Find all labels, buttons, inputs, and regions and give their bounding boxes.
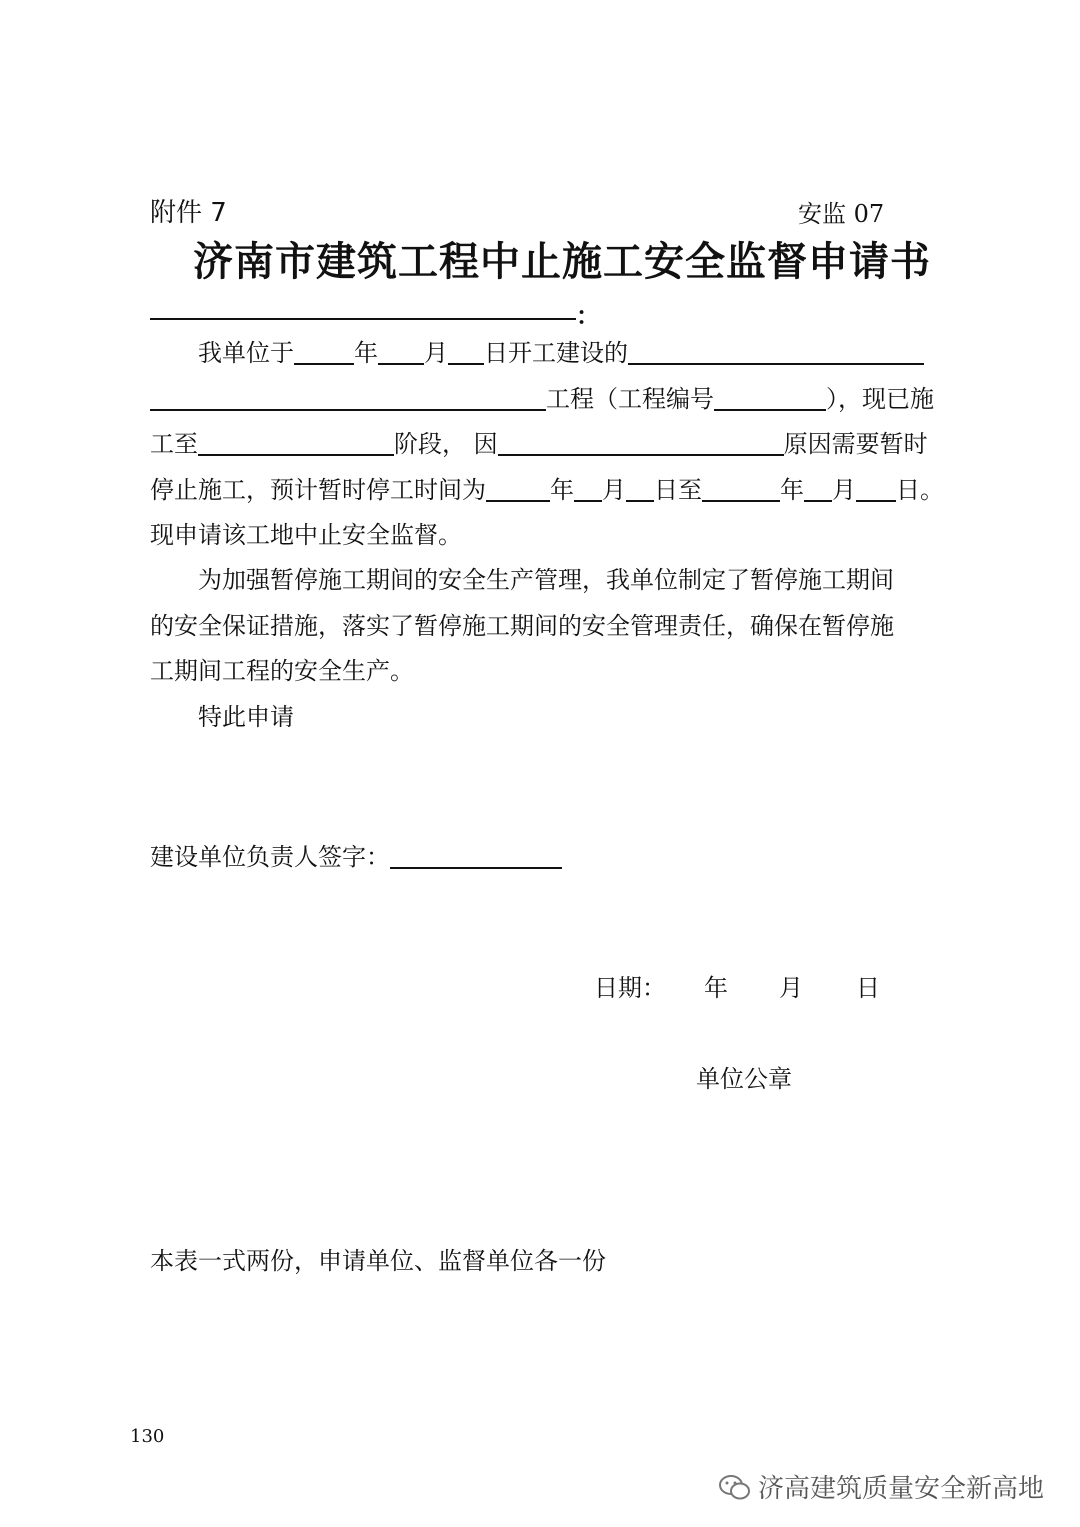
seal-label: 单位公章: [696, 1065, 792, 1093]
start-month-blank[interactable]: [378, 339, 424, 365]
page-title: 济南市建筑工程中止施工安全监督申请书: [193, 239, 931, 285]
stop-end-day-blank[interactable]: [856, 476, 896, 502]
start-year-blank[interactable]: [294, 339, 354, 365]
stop-end-month-blank[interactable]: [804, 476, 832, 502]
closing-text: 特此申请: [198, 703, 294, 731]
signature-label: 建设单位负责人签字：: [150, 843, 390, 871]
body-line-1: 我单位于 年 月 日开工建设的: [198, 336, 924, 370]
body-paragraph-2-line-2: 的安全保证措施，落实了暂停施工期间的安全管理责任，确保在暂停施: [150, 612, 894, 640]
body-paragraph-2-line-1: 为加强暂停施工期间的安全生产管理，我单位制定了暂停施工期间: [198, 566, 894, 594]
addressee-blank[interactable]: [150, 318, 576, 320]
body-paragraph-2-line-3: 工期间工程的安全生产。: [150, 657, 414, 685]
project-name-blank[interactable]: [628, 339, 924, 365]
body-line-5: 现申请该工地中止安全监督。: [150, 521, 462, 549]
date-day: 日: [856, 974, 880, 1002]
signature-blank[interactable]: [390, 843, 562, 869]
date-month: 月: [779, 974, 803, 1002]
body-line-3: 工至 阶段， 因 原因需要暂时: [150, 430, 928, 458]
attachment-label: 附件 7: [150, 198, 227, 228]
stop-start-month-blank[interactable]: [574, 476, 602, 502]
footnote: 本表一式两份，申请单位、监督单位各一份: [150, 1247, 606, 1275]
watermark-text: 济高建筑质量安全新高地: [757, 1474, 1044, 1504]
stop-end-year-blank[interactable]: [702, 476, 780, 502]
date-year: 年: [704, 974, 728, 1002]
start-day-blank[interactable]: [448, 339, 484, 365]
body-line-2: 工程（工程编号 ），现已施: [150, 382, 934, 416]
reason-blank[interactable]: [498, 430, 784, 456]
project-name-blank-2[interactable]: [150, 385, 546, 411]
wechat-icon: [718, 1474, 758, 1504]
stage-blank[interactable]: [198, 430, 394, 456]
watermark: [718, 1468, 1044, 1505]
stop-start-year-blank[interactable]: [486, 476, 550, 502]
stop-start-day-blank[interactable]: [626, 476, 654, 502]
body-line-4: 停止施工，预计暂时停工时间为 年 月 日至 年 月 日。: [150, 476, 944, 504]
addressee-colon: ：: [576, 301, 600, 330]
project-number-blank[interactable]: [714, 385, 826, 411]
form-code: 安监 07: [798, 200, 885, 228]
date-label: 日期：: [594, 974, 666, 1002]
signature-row: [150, 840, 562, 874]
page-number: 130: [130, 1426, 165, 1447]
